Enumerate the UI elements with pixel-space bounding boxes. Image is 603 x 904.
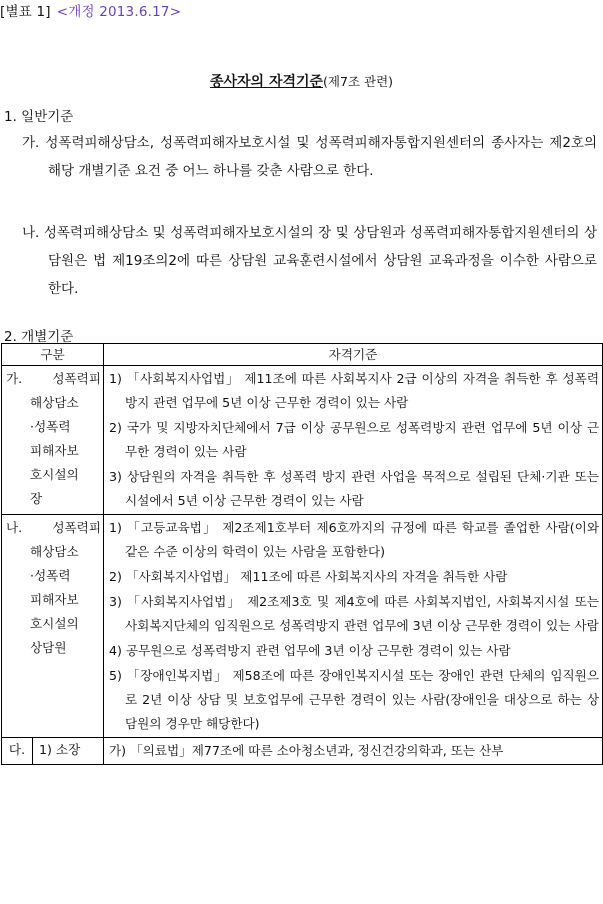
item-mark: 가. bbox=[22, 135, 40, 151]
category-line: 장 bbox=[30, 491, 43, 506]
criteria-cell bbox=[104, 738, 603, 765]
category-line: 피해자보 bbox=[30, 443, 79, 458]
category-line: 해상담소 bbox=[30, 544, 79, 559]
criteria-item: 1) 「고등교육법」 제2조제1호부터 제6호까지의 규정에 따른 학교를 졸업한 사람(이와 같은 수준 이상의 학력이 있는 사람을 포함한다) bbox=[109, 520, 599, 559]
amendment-date: <개정 2013.6.17> bbox=[56, 4, 182, 20]
category-line: 호시설의 bbox=[30, 467, 79, 482]
category-line: 호시설의 bbox=[30, 616, 79, 631]
criteria-table bbox=[1, 343, 603, 765]
table-row bbox=[2, 515, 603, 738]
category-cell bbox=[2, 366, 104, 515]
annex-header bbox=[0, 0, 181, 20]
criteria-item: 3) 「사회복지사업법」 제2조제3호 및 제4호에 따른 사회복지법인, 사회복지시설 또는 사회복지단체의 임직원으로 성폭력방지 관련 업무에 3년 이상 근무한 경력이 있는 사람 bbox=[109, 594, 599, 633]
general-item-na bbox=[22, 219, 597, 303]
column-header-category: 구분 bbox=[2, 344, 104, 366]
category-line: 가. 성폭력피 bbox=[6, 371, 101, 386]
title-main: 종사자의 자격기준 bbox=[209, 74, 324, 90]
criteria-item: 2) 국가 및 지방자치단체에서 7급 이상 공무원으로 성폭력방지 관련 업무에 5년 이상 근무한 경력이 있는 사람 bbox=[109, 420, 599, 459]
criteria-item: 4) 공무원으로 성폭력방지 관련 업무에 3년 이상 근무한 경력이 있는 사람 bbox=[109, 643, 511, 658]
category-cell bbox=[2, 515, 104, 738]
criteria-cell bbox=[104, 515, 603, 738]
category-line: 나. 성폭력피 bbox=[6, 520, 101, 535]
table-row bbox=[2, 366, 603, 515]
table-header-row bbox=[2, 344, 603, 366]
section1-heading: 1. 일반기준 bbox=[4, 109, 74, 125]
column-header-criteria: 자격기준 bbox=[104, 344, 603, 366]
category-line: 상담원 bbox=[30, 640, 67, 655]
category-mark-cell: 다. bbox=[2, 738, 33, 765]
criteria-cell bbox=[104, 366, 603, 515]
item-text: 성폭력피해상담소 및 성폭력피해자보호시설의 장 및 상담원과 성폭력피해자통합지원센터의 상담원은 법 제19조의2에 따른 상담원 교육훈련시설에서 상담원 교육과정을 이수한 사람으로 한다. bbox=[43, 225, 597, 297]
criteria-item: 1) 「사회복지사업법」 제11조에 따른 사회복지사 2급 이상의 자격을 취득한 후 성폭력방지 관련 업무에 5년 이상 근무한 경력이 있는 사람 bbox=[109, 371, 599, 410]
criteria-item: 가) 「의료법」제77조에 따른 소아청소년과, 정신건강의학과, 또는 산부 bbox=[109, 743, 504, 758]
category-line: ·성폭력 bbox=[30, 419, 71, 434]
criteria-item: 3) 상담원의 자격을 취득한 후 성폭력 방지 관련 사업을 목적으로 설립된 단체·기관 또는 시설에서 5년 이상 근무한 경력이 있는 사람 bbox=[109, 469, 599, 508]
item-mark: 나. bbox=[22, 225, 40, 241]
title-sub: (제7조 관련) bbox=[323, 74, 394, 89]
subcategory-cell: 1) 소장 bbox=[33, 738, 104, 765]
category-line: 해상담소 bbox=[30, 395, 79, 410]
category-line: ·성폭력 bbox=[30, 568, 71, 583]
general-item-ga bbox=[22, 129, 597, 185]
category-line: 피해자보 bbox=[30, 592, 79, 607]
annex-label: [별표 1] bbox=[0, 4, 51, 20]
criteria-item: 2) 「사회복지사업법」 제11조에 따른 사회복지사의 자격을 취득한 사람 bbox=[109, 569, 508, 584]
section2-heading: 2. 개별기준 bbox=[4, 329, 74, 345]
item-text: 성폭력피해상담소, 성폭력피해자보호시설 및 성폭력피해자통합지원센터의 종사자는 제2호의 해당 개별기준 요건 중 어느 하나를 갖춘 사람으로 한다. bbox=[45, 135, 597, 179]
table-row bbox=[2, 738, 603, 765]
criteria-item: 5) 「장애인복지법」 제58조에 따른 장애인복지시설 또는 장애인 관련 단체의 임직원으로 2년 이상 상담 및 보호업무에 근무한 경력이 있는 사람(장애인을 대상으로 하는 상담원의 경우만 해당한다) bbox=[109, 668, 599, 731]
document-title bbox=[0, 71, 603, 91]
